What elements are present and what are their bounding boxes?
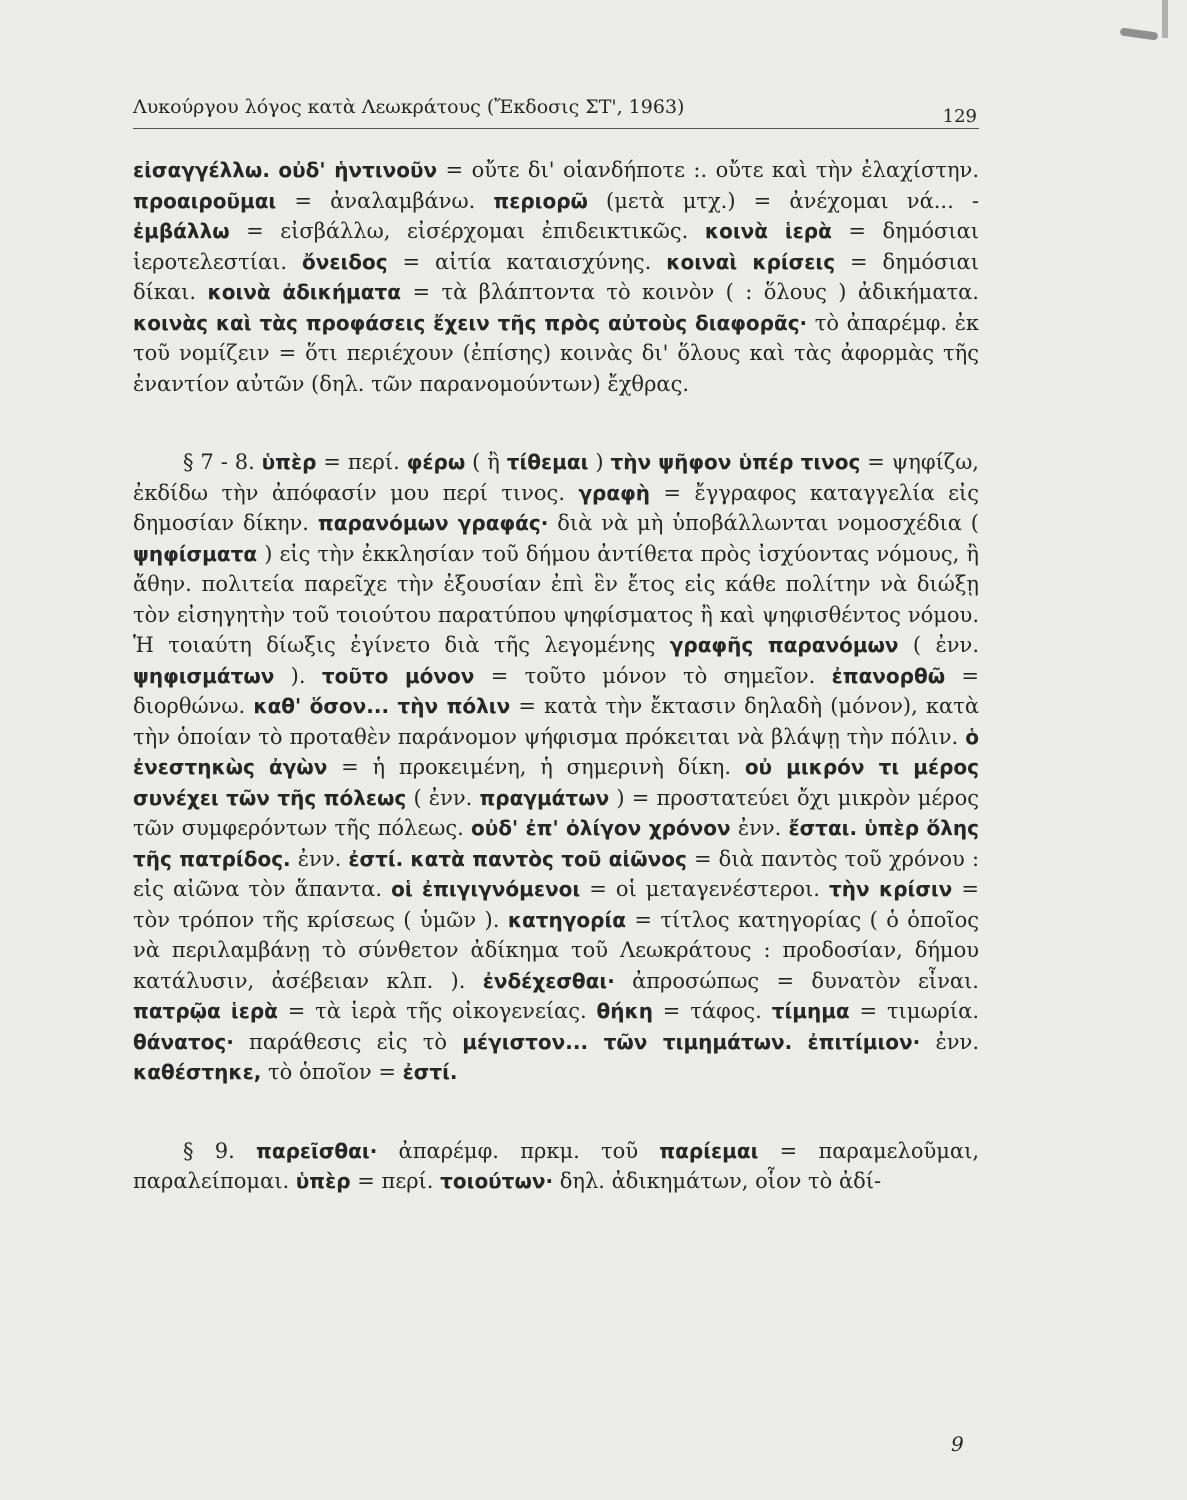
term: τὴν ψῆφον ὑπέρ τινος [610,450,861,474]
gloss: = εἰσβάλλω, εἰσέρχομαι ἐπιδεικτικῶς. [229,219,705,243]
gloss: = τὸν τρόπον τῆς κρίσεως ( ὑμῶν ). [133,877,979,932]
term: οἱ ἐπιγιγνόμενοι [391,877,581,901]
printer-signature: 9 [951,1432,964,1456]
gloss: = παραμελοῦμαι, παραλείπομαι. [133,1138,979,1193]
paragraph-gap [133,399,979,447]
gloss: = ψηφίζω, ἐκδίδω τὴν ἀπόφασίν μου περί τινος. [133,450,979,505]
term: πραγμάτων [479,785,610,810]
term: τοῦτο μόνον [321,663,475,688]
gloss: = ἀναλαμβάνω. [276,188,494,213]
paragraph-2 [133,447,979,1088]
term: παρίεμαι [659,1138,759,1163]
gloss: ) = προστατεύει ὄχι μικρὸν μέρος τῶν συμφερόντων τῆς πόλεως. [133,785,979,840]
term: παρανόμων γραφάς· [317,511,549,535]
running-title: Λυκούργου λόγος κατὰ Λεωκράτους (Ἔκδοσις ΣΤ', 1963) [133,96,685,118]
term: γραφῆς παρανόμων [669,633,899,657]
section-marker: § 7 - 8. [183,450,262,474]
gloss: = τάφος. [652,999,772,1023]
term: ὑπὲρ [295,1169,351,1193]
term: τοιούτων· [440,1169,554,1193]
gloss: δηλ. ἀδικημάτων, οἷον τὸ ἀδί- [553,1169,882,1193]
gloss: = περί. [316,450,407,474]
term: τίθεμαι [506,450,589,474]
scan-mark [1120,27,1159,40]
term: τὴν κρίσιν [829,877,953,901]
term: θάνατος· [133,1029,234,1054]
paragraph-1 [133,155,979,399]
term: κατηγορία [507,907,626,932]
gloss: = οἱ μεταγενέστεροι. [580,877,830,901]
term: ὄνειδος [301,249,388,274]
term: ἐστί. [348,846,404,871]
gloss: = περί. [350,1169,441,1193]
term: κατὰ παντὸς τοῦ αἰῶνος [410,846,687,871]
gloss: ἐνν. [290,846,349,871]
term: ἐπιτίμιον· [807,1029,921,1054]
paragraph-3 [133,1136,979,1197]
gloss: = αἰτία καταισχύνης. [387,249,667,274]
gloss: ἀπροσώπως = δυνατὸν εἶναι. [614,968,979,993]
gloss: = τίτλος κατηγορίας ( ὁ ὁποῖος νὰ περιλαμβάνῃ τὸ σύνθετον ἀδίκημα τοῦ Λεωκράτους : προδοσίαν, δήμου κατάλυσιν, ἀσέβειαν κλπ. ). [133,907,979,993]
gloss [792,1030,807,1054]
term: ἐστί. [402,1060,458,1084]
term: καθέστηκε, [133,1060,262,1084]
gloss: τὸ ἀπαρέμφ. ἐκ τοῦ νομίζειν = ὅτι περιέχουν (ἐπίσης) κοινὰς δι' ὅλους καὶ τὰς ἀφορμὰς τῆς ἐναντίον αὐτῶν (δηλ. τῶν παρανομούντων) ἔχθρας. [133,310,979,396]
gloss: ἐνν. [730,816,789,840]
term: παρεῖσθαι· [256,1138,378,1163]
gloss: = ἡ προκειμένη, ἡ σημερινὴ δίκη. [327,755,745,779]
term: εἰσαγγέλλω. [133,158,270,182]
term: ὁ ἐνεστηκὼς ἀγὼν [133,724,979,779]
term: ἐμβάλλω [133,219,230,243]
term: ψηφισμάτων [133,663,275,688]
section-marker: § 9. [183,1138,257,1163]
commentary-body [133,155,979,1197]
term: φέρω [406,450,466,474]
gloss: = τὰ ἱερὰ τῆς οἰκογενείας. [277,999,597,1023]
gloss: ( ἐνν. [898,633,979,657]
gloss: ). [274,663,322,688]
term: πατρῷα ἱερὰ [133,999,278,1023]
term: οὐδ' ἡντινοῦν [278,158,438,182]
term: κοινὰ ἱερὰ [704,219,832,243]
gloss: = ἔγγραφος καταγγελία εἰς δημοσίαν δίκην. [133,480,979,535]
gloss: = τὰ βλάπτοντα τὸ κοινὸν ( : ὅλους ) ἀδικήματα. [401,280,979,304]
term: οὐδ' ἐπ' ὀλίγον χρόνον [470,816,731,840]
term: κοιναὶ κρίσεις [666,249,836,274]
term: καθ' ὅσον... τὴν πόλιν [253,694,511,718]
gloss: = δημόσιαι ἱεροτελεστίαι. [133,219,979,274]
term: περιορῶ [493,188,588,213]
gloss: = οὔτε δι' οἱανδήποτε :. οὔτε καὶ τὴν ἐλαχίστην. [437,158,979,182]
term: ἐπανορθῶ [831,663,946,688]
gloss: = κατὰ τὴν ἔκτασιν δηλαδὴ (μόνον), κατὰ τὴν ὁποίαν τὸ προταθὲν παράνομον ψήφισμα πρόκειται νὰ βλάψῃ τὴν πόλιν. [133,694,980,749]
gloss: = τιμωρία. [849,999,979,1023]
term: κοινὰ ἀδικήματα [207,280,402,304]
gloss: ) [588,450,611,474]
gloss: (μετὰ μτχ.) = ἀνέχομαι νά... - [587,188,979,213]
gloss: διὰ νὰ μὴ ὑποβάλλωνται νομοσχέδια ( [548,511,979,535]
page-number: 129 [942,106,977,127]
term: ὑπὲρ ὅλης τῆς πατρίδος. [133,816,979,871]
gloss: ( ἐνν. [406,785,480,810]
gloss: = δημόσιαι δίκαι. [133,249,979,304]
term: τίμημα [771,999,850,1023]
term: κοινὰς καὶ τὰς προφάσεις ἔχειν τῆς πρὸς αὐτοὺς διαφορᾶς· [133,310,808,335]
term: οὐ μικρόν τι μέρος συνέχει τῶν τῆς πόλεως [133,755,979,810]
gloss: = τοῦτο μόνον τὸ σημεῖον. [474,663,832,688]
term: προαιροῦμαι [133,188,277,213]
running-header [133,92,979,129]
scan-edge [1162,0,1168,38]
gloss: = διορθώνω. [133,663,980,718]
term: μέγιστον... τῶν τιμημάτων. [462,1029,793,1054]
paragraph-gap [133,1088,979,1136]
gloss: ἐνν. [920,1029,979,1054]
term: ἐνδέχεσθαι· [482,968,615,993]
gloss: παράθεσις εἰς τὸ [233,1029,463,1054]
term: θήκη [596,999,653,1023]
gloss: = διὰ παντὸς τοῦ χρόνου : εἰς αἰῶνα τὸν ἅπαντα. [133,846,980,901]
gloss: ) εἰς τὴν ἐκκλησίαν τοῦ δήμου ἀντίθετα πρὸς ἰσχύοντας νόμους, ἢ ἄθην. πολιτεία παρεῖχε τὴν ἐξουσίαν ἐπὶ ἓν ἔτος εἰς κάθε πολίτην νὰ διώξῃ τὸν εἰσηγητὴν τοῦ τοιούτου παρατύπου ψηφίσματος ἢ καὶ ψηφισθέντος νόμου. Ἡ τοιαύτη δίωξις ἐγίνετο διὰ τῆς λεγομένης [133,541,979,657]
gloss: τὸ ὁποῖον = [261,1060,403,1084]
term: ἔσται. [788,816,858,840]
gloss: ἀπαρέμφ. πρκμ. τοῦ [377,1138,660,1163]
term: ὑπὲρ [261,450,317,474]
gloss: ( ἢ [465,450,507,474]
term: γραφὴ [578,480,650,505]
term: ψηφίσματα [133,541,258,566]
